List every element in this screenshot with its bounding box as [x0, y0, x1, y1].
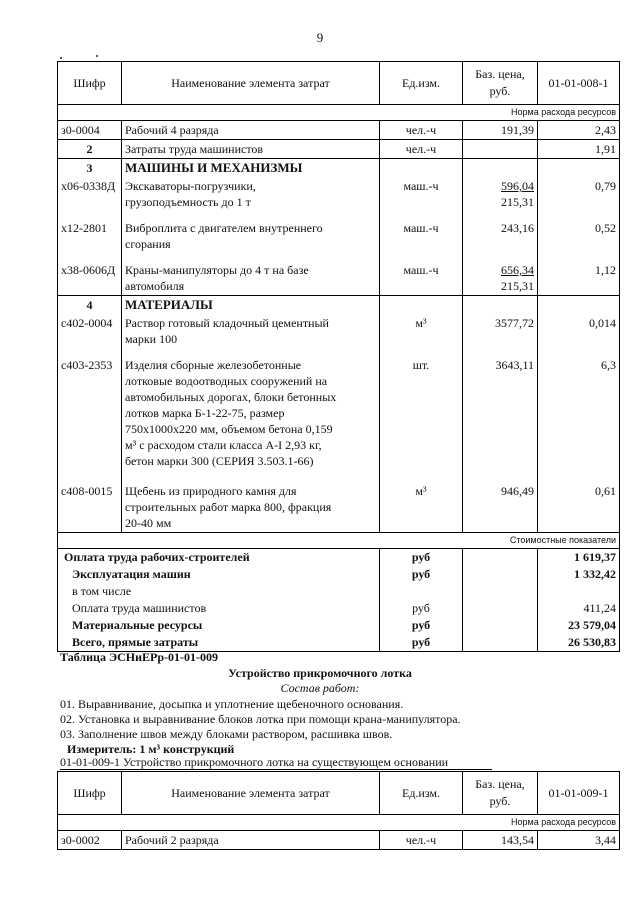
section-title: МАШИНЫ И МЕХАНИЗМЫ — [122, 159, 380, 178]
page-number: 9 — [316, 30, 324, 45]
total-unit: руб — [380, 617, 463, 634]
total-value: 411,24 — [538, 600, 620, 617]
total-label: Эксплуатация машин — [58, 566, 380, 583]
total-value: 1 619,37 — [538, 549, 620, 567]
item-code: с402-0004 — [58, 314, 122, 348]
section-header — [58, 296, 620, 315]
total-unit: руб — [380, 549, 463, 567]
header-norm-code: 01-01-009-1 — [538, 772, 620, 815]
item-unit: шт. — [380, 356, 463, 470]
resource-table-01-01-009 — [57, 771, 620, 850]
row-name: Рабочий 4 разряда — [122, 121, 380, 140]
row-name: Затраты труда машинистов — [122, 140, 380, 159]
list-item — [58, 261, 620, 296]
header-unit: Ед.изм. — [380, 772, 463, 815]
header-unit: Ед.изм. — [380, 62, 463, 105]
header-name: Наименование элемента затрат — [122, 62, 380, 105]
work-step: 02. Установка и выравнивание блоков лотка при помощи крана-манипулятора. — [60, 712, 461, 726]
total-row — [58, 549, 620, 567]
cost-caption: Стоимостные показатели — [58, 533, 620, 549]
total-unit — [380, 583, 463, 600]
item-unit: м³ — [380, 314, 463, 348]
work-name: Устройство прикромочного лотка — [228, 666, 412, 680]
total-value: 23 579,04 — [538, 617, 620, 634]
total-unit: руб — [380, 634, 463, 652]
underline — [60, 769, 492, 770]
item-code: с403-2353 — [58, 356, 122, 470]
table-row — [58, 121, 620, 140]
item-name: Изделия сборные железобетонные лотковые водоотводных сооружений на автомобильных дорогах, блоки бетонных лотков марка Б-1-22-75, размер 750х1000х220 мм, объемом бетона 0,159 м³ с расходом стали класса А-I 2,93 кг, бетон марки 300 (СЕРИЯ 3.503.1-66) — [122, 356, 380, 470]
table-title: Таблица ЭСНиЕРр-01-01-009 — [60, 650, 219, 664]
total-unit: руб — [380, 600, 463, 617]
work-step: 03. Заполнение швов между блоками раствором, расшивка швов. — [60, 727, 393, 741]
row-norm: 2,43 — [538, 121, 620, 140]
list-item — [58, 482, 620, 533]
item-code: х12-2801 — [58, 219, 122, 253]
item-price: 243,16 — [463, 219, 538, 253]
item-norm: 0,79 — [538, 177, 620, 211]
list-item — [58, 314, 620, 348]
scan-dot — [60, 57, 62, 59]
work-step: 01. Выравнивание, досыпка и уплотнение щебеночного основания. — [60, 697, 404, 711]
item-code: с408-0015 — [58, 482, 122, 533]
row-price — [463, 140, 538, 159]
row-unit: чел.-ч — [380, 831, 463, 850]
resource-table-01-01-008 — [57, 61, 620, 652]
item-name: Раствор готовый кладочный цементный марки 100 — [122, 314, 380, 348]
header-price-line1: Баз. цена, — [475, 67, 525, 81]
item-price: 596,04 215,31 — [463, 177, 538, 211]
item-unit: маш.-ч — [380, 177, 463, 211]
list-item — [58, 177, 620, 211]
item-unit: м³ — [380, 482, 463, 533]
total-label: Материальные ресурсы — [58, 617, 380, 634]
item-norm: 0,61 — [538, 482, 620, 533]
total-row — [58, 600, 620, 617]
item-price: 656,34 215,31 — [463, 261, 538, 296]
table-row — [58, 140, 620, 159]
total-row — [58, 617, 620, 634]
table-header-row — [58, 62, 620, 105]
header-price — [463, 62, 538, 105]
total-row — [58, 566, 620, 583]
table-header-row — [58, 772, 620, 815]
item-norm: 1,12 — [538, 261, 620, 296]
table-row — [58, 831, 620, 850]
section-number: 3 — [58, 159, 122, 178]
section-title: МАТЕРИАЛЫ — [122, 296, 380, 315]
item-price: 946,49 — [463, 482, 538, 533]
header-price-line2: руб. — [489, 794, 511, 808]
total-label: Оплата труда машинистов — [58, 600, 380, 617]
row-price: 143,54 — [463, 831, 538, 850]
total-value: 26 530,83 — [538, 634, 620, 652]
row-norm: 1,91 — [538, 140, 620, 159]
total-value: 1 332,42 — [538, 566, 620, 583]
item-norm: 0,52 — [538, 219, 620, 253]
item-price: 3577,72 — [463, 314, 538, 348]
total-label: в том числе — [58, 583, 380, 600]
variant-title: 01-01-009-1 Устройство прикромочного лотка на существующем основании — [60, 755, 449, 769]
header-name: Наименование элемента затрат — [122, 772, 380, 815]
list-item — [58, 219, 620, 253]
row-code: з0-0002 — [58, 831, 122, 850]
item-name: Виброплита с двигателем внутреннего сгорания — [122, 219, 380, 253]
header-price-line1: Баз. цена, — [475, 777, 525, 791]
scan-dot — [96, 55, 98, 57]
row-unit: чел.-ч — [380, 140, 463, 159]
row-code: з0-0004 — [58, 121, 122, 140]
norm-caption: Норма расхода ресурсов — [58, 815, 620, 831]
section-number: 4 — [58, 296, 122, 315]
list-item — [58, 356, 620, 470]
row-name: Рабочий 2 разряда — [122, 831, 380, 850]
item-code: х06-0338Д — [58, 177, 122, 211]
total-row — [58, 634, 620, 652]
item-norm: 0,014 — [538, 314, 620, 348]
total-unit: руб — [380, 566, 463, 583]
total-label: Всего, прямые затраты — [58, 634, 380, 652]
row-unit: чел.-ч — [380, 121, 463, 140]
header-code: Шифр — [58, 772, 122, 815]
item-name: Краны-манипуляторы до 4 т на базе автомобиля — [122, 261, 380, 296]
header-price-line2: руб. — [489, 84, 511, 98]
item-unit: маш.-ч — [380, 219, 463, 253]
row-norm: 3,44 — [538, 831, 620, 850]
norm-caption: Норма расхода ресурсов — [58, 105, 620, 121]
row-code: 2 — [58, 140, 122, 159]
item-name: Щебень из природного камня для строительных работ марка 800, фракция 20-40 мм — [122, 482, 380, 533]
row-price: 191,39 — [463, 121, 538, 140]
total-label: Оплата труда рабочих-строителей — [58, 549, 380, 567]
item-code: х38-0606Д — [58, 261, 122, 296]
item-norm: 6,3 — [538, 356, 620, 470]
item-price: 3643,11 — [463, 356, 538, 470]
item-unit: маш.-ч — [380, 261, 463, 296]
section-header — [58, 159, 620, 178]
measure: Измеритель: 1 м³ конструкций — [67, 742, 235, 756]
header-price — [463, 772, 538, 815]
total-value — [538, 583, 620, 600]
header-norm-code: 01-01-008-1 — [538, 62, 620, 105]
header-code: Шифр — [58, 62, 122, 105]
total-row — [58, 583, 620, 600]
work-subtitle: Состав работ: — [280, 681, 360, 695]
item-name: Экскаваторы-погрузчики, грузоподъемность до 1 т — [122, 177, 380, 211]
